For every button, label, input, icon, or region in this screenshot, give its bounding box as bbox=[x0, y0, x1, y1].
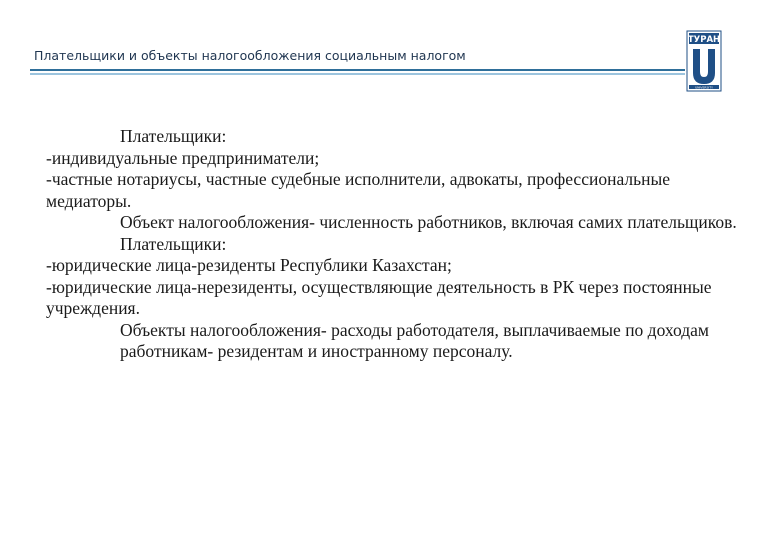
payer-item-nonresidents: -юридические лица-нерезиденты, осуществляющие деятельность в РК через постоянные учреждения. bbox=[46, 276, 712, 318]
title-underline-light bbox=[30, 73, 685, 75]
turan-university-logo bbox=[686, 30, 722, 92]
title-underline-dark bbox=[30, 69, 685, 71]
payers-heading-1: Плательщики: bbox=[120, 126, 227, 146]
logo-bottom-text: UNIVERSITY bbox=[695, 85, 713, 90]
taxation-object-2: Объекты налогообложения- расходы работодателя, выплачиваемые по доходам работникам- резидентам и иностранному персоналу. bbox=[120, 319, 709, 361]
slide-body bbox=[46, 126, 746, 363]
taxation-object-1: Объект налогообложения- численность работников, включая самих плательщиков. bbox=[120, 212, 737, 232]
payer-item-entrepreneurs: -индивидуальные предприниматели; bbox=[46, 147, 320, 168]
payers-heading-2: Плательщики: bbox=[120, 233, 227, 254]
logo-top-text: ТУРАН bbox=[687, 35, 721, 45]
payer-item-residents: -юридические лица-резиденты Республики Казахстан; bbox=[46, 255, 452, 275]
slide-title: Плательщики и объекты налогообложения социальным налогом bbox=[34, 48, 466, 63]
payer-item-notaries: -частные нотариусы, частные судебные исполнители, адвокаты, профессиональные медиаторы. bbox=[46, 169, 670, 211]
